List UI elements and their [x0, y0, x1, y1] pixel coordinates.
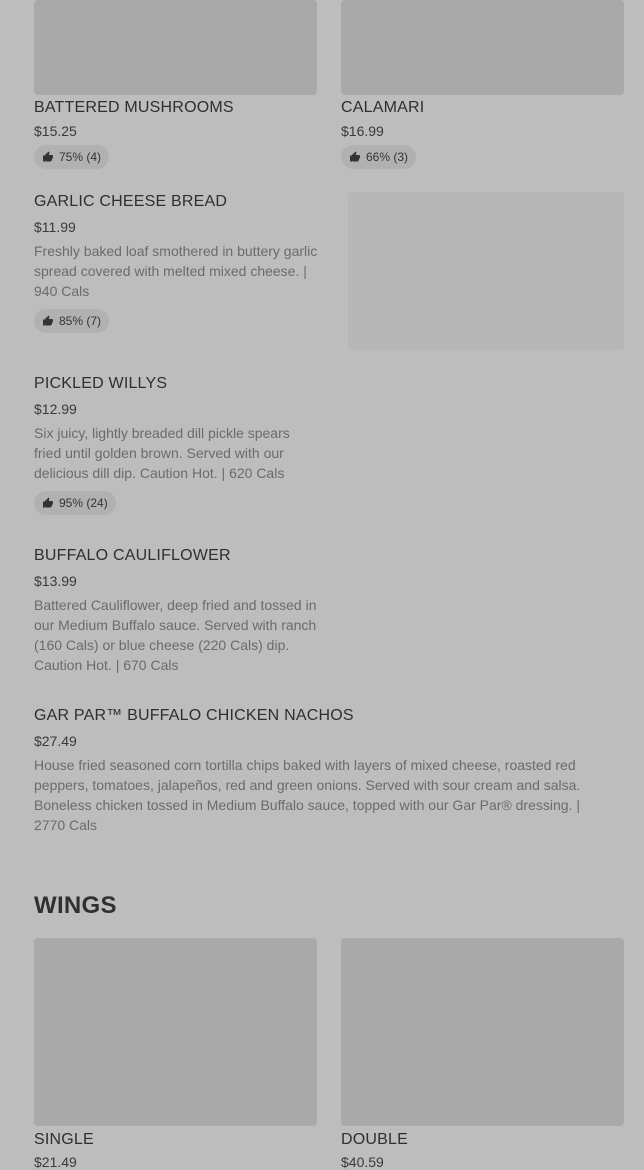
menu-item-name[interactable]: DOUBLE [341, 1131, 408, 1148]
item-image[interactable] [34, 938, 317, 1126]
menu-item-name[interactable]: GARLIC CHEESE BREAD [34, 193, 228, 210]
menu-item-description: House fried seasoned corn tortilla chips baked with layers of mixed cheese, roasted red peppers, tomatoes, jalapeños, red and green onions. Served with sour cream and salsa. Boneless chicken tossed in Medium Buffalo sauce, topped with our Gar Par® dressing. | 2770 Cals [34, 757, 581, 833]
menu-item-price: $15.25 [34, 123, 77, 139]
rating-text: 75% (4) [59, 150, 102, 164]
thumbs-up-icon [42, 151, 54, 163]
menu-item-price: $13.99 [34, 573, 77, 589]
menu-item-description: Freshly baked loaf smothered in buttery garlic spread covered with melted mixed cheese. | 940 Cals [34, 243, 318, 299]
menu-item-description: Battered Cauliflower, deep fried and tossed in our Medium Buffalo sauce. Served with ranch (160 Cals) or blue cheese (220 Cals) dip. Caution Hot. | 670 Cals [34, 597, 317, 673]
menu-item-name[interactable]: PICKLED WILLYS [34, 375, 168, 392]
rating-text: 95% (24) [59, 496, 108, 510]
thumbs-up-icon [42, 497, 54, 509]
menu-item-name[interactable]: GAR PAR™ BUFFALO CHICKEN NACHOS [34, 707, 354, 724]
rating-badge [341, 145, 416, 169]
item-image[interactable] [341, 0, 624, 95]
menu-item-name[interactable]: CALAMARI [341, 99, 425, 116]
menu-item-description: Six juicy, lightly breaded dill pickle spears fried until golden brown. Served with our delicious dill dip. Caution Hot. | 620 Cals [34, 425, 290, 481]
rating-badge [34, 491, 116, 515]
thumbs-up-icon [42, 315, 54, 327]
item-image[interactable] [348, 192, 624, 350]
rating-text: 85% (7) [59, 314, 102, 328]
menu-item-price: $11.99 [34, 219, 76, 235]
menu-item-price: $21.49 [34, 1154, 77, 1170]
menu-item-name[interactable]: BATTERED MUSHROOMS [34, 99, 234, 116]
rating-badge [34, 145, 109, 169]
menu-item-price: $27.49 [34, 733, 77, 749]
menu-item-name[interactable]: BUFFALO CAULIFLOWER [34, 547, 231, 564]
menu-item-price: $16.99 [341, 123, 384, 139]
item-image[interactable] [341, 938, 624, 1126]
item-image[interactable] [34, 0, 317, 95]
section-title-wings: WINGS [34, 892, 117, 919]
thumbs-up-icon [349, 151, 361, 163]
rating-text: 66% (3) [366, 150, 409, 164]
rating-badge [34, 309, 109, 333]
menu-item-name[interactable]: SINGLE [34, 1131, 94, 1148]
menu-item-price: $40.59 [341, 1154, 384, 1170]
menu-item-price: $12.99 [34, 401, 77, 417]
